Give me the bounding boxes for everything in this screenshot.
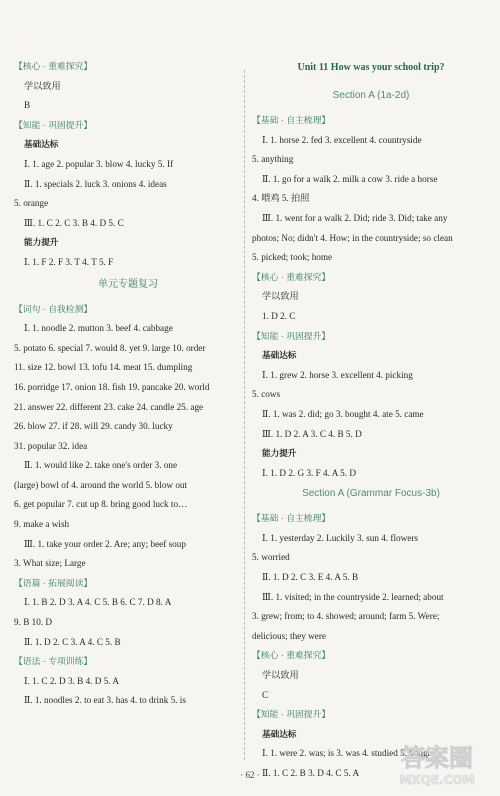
left-line-23: 9. make a wish (14, 519, 70, 530)
left-column (14, 60, 242, 714)
right-line-33: 基础达标 (262, 728, 297, 739)
right-line-28: delicious; they were (252, 630, 326, 641)
left-line-8: Ⅲ. 1. C 2. C 3. B 4. D 5. C (24, 217, 124, 228)
column-divider (244, 70, 245, 760)
left-line-16: 16. porridge 17. onion 18. fish 19. pancake 20. world (14, 381, 210, 392)
right-line-6: 4. 喂鸡 5. 拍照 (252, 193, 310, 204)
left-line-21: (large) bowl of 4. around the world 5. blow out (14, 479, 188, 490)
left-line-17: 21. answer 22. different 23. cake 24. candle 25. age (14, 401, 204, 412)
right-line-30: 学以致用 (262, 670, 299, 681)
left-line-20: Ⅱ. 1. would like 2. take one's order 3. one (24, 460, 178, 471)
left-line-26: 【语篇 · 拓展阅读】 (14, 577, 93, 588)
left-line-25: 3. What size; Large (14, 558, 86, 569)
left-line-28: 9. B 10. D (14, 617, 53, 628)
right-line-14: 基础达标 (262, 350, 297, 361)
right-line-15: Ⅰ. 1. grew 2. horse 3. excellent 4. picking (262, 369, 413, 380)
left-line-32: Ⅱ. 1. noodles 2. to eat 3. has 4. to drink 5. is (24, 695, 186, 706)
right-line-29: 【核心 · 重难探究】 (252, 650, 331, 661)
right-line-0: Unit 11 How was your school trip? (297, 62, 445, 73)
right-line-12: 1. D 2. C (262, 310, 296, 321)
right-line-10: 【核心 · 重难探究】 (252, 271, 331, 282)
right-column (252, 60, 490, 787)
right-line-5: Ⅱ. 1. go for a walk 2. milk a cow 3. ride a horse (262, 173, 438, 184)
watermark-subtext: MXQE.COM (399, 773, 475, 787)
page-number: · 62 · (240, 770, 260, 780)
right-line-34: Ⅰ. 1. were 2. was; is 3. was 4. studied 5. bought (262, 748, 435, 759)
right-line-18: Ⅲ. 1. D 2. A 3. C 4. B 5. D (262, 428, 362, 439)
left-line-14: 5. potato 6. special 7. would 8. yet 9. large 10. order (14, 342, 206, 353)
left-line-9: 能力提升 (24, 237, 59, 248)
right-line-9: 5. picked; took; home (252, 252, 333, 263)
left-line-27: Ⅰ. 1. B 2. D 3. A 4. C 5. B 6. C 7. D 8. A (24, 597, 172, 608)
left-line-30: 【语法 · 专项训练】 (14, 656, 93, 667)
left-line-7: 5. orange (14, 198, 49, 209)
right-line-27: 3. grew; from; to 4. showed; around; farm 5. Were; (252, 611, 440, 622)
left-line-24: Ⅲ. 1. take your order 2. Are; any; beef soup (24, 538, 186, 549)
right-line-22: 【基础 · 自主梳理】 (252, 513, 331, 524)
right-line-23: Ⅰ. 1. yesterday 2. Luckily 3. sun 4. flowers (262, 532, 418, 543)
left-line-31: Ⅰ. 1. C 2. D 3. B 4. D 5. A (24, 675, 120, 686)
right-line-31: C (262, 689, 269, 700)
left-line-4: 基础达标 (24, 139, 59, 150)
right-line-24: 5. worried (252, 552, 290, 563)
right-line-4: 5. anything (252, 154, 294, 165)
left-line-6: Ⅱ. 1. specials 2. luck 3. onions 4. ideas (24, 178, 167, 189)
right-line-8: photos; No; didn't 4. How; in the countryside; so clean (252, 232, 453, 243)
right-line-3: Ⅰ. 1. horse 2. fed 3. excellent 4. countryside (262, 134, 422, 145)
left-line-1: 学以致用 (24, 80, 61, 91)
left-line-12: 【词句 · 自我检测】 (14, 303, 93, 314)
right-line-35: Ⅱ. 1. C 2. B 3. D 4. C 5. A (262, 768, 360, 778)
left-line-15: 11. size 12. bowl 13. tofu 14. meat 15. dumpling (14, 362, 193, 373)
right-line-26: Ⅲ. 1. visited; in the countryside 2. learned; about (262, 591, 444, 602)
right-line-21: Section A (Grammar Focus-3b) (302, 488, 440, 500)
left-line-29: Ⅱ. 1. D 2. C 3. A 4. C 5. B (24, 636, 121, 647)
left-line-22: 6. get popular 7. cut up 8. bring good luck to… (14, 499, 188, 510)
left-line-18: 26. blow 27. if 28. will 29. candy 30. lucky (14, 421, 173, 432)
watermark-logo (378, 736, 496, 790)
left-line-13: Ⅰ. 1. noodle 2. mutton 3. beef 4. cabbage (24, 323, 173, 334)
right-line-13: 【知能 · 巩固提升】 (252, 330, 331, 341)
right-line-25: Ⅱ. 1. D 2. C 3. E 4. A 5. B (262, 572, 359, 583)
left-line-10: Ⅰ. 1. F 2. F 3. T 4. T 5. F (24, 256, 114, 267)
right-line-11: 学以致用 (262, 291, 299, 302)
right-line-32: 【知能 · 巩固提升】 (252, 709, 331, 720)
right-line-2: 【基础 · 自主梳理】 (252, 115, 331, 125)
right-line-1: Section A (1a-2d) (332, 90, 410, 101)
left-line-0: 【核心 · 重难探究】 (14, 61, 93, 71)
left-line-2: B (24, 100, 31, 111)
left-line-19: 31. popular 32. idea (14, 440, 88, 451)
left-line-5: Ⅰ. 1. age 2. popular 3. blow 4. lucky 5. If (24, 158, 174, 169)
right-line-17: Ⅱ. 1. was 2. did; go 3. bought 4. ate 5. came (262, 408, 424, 419)
watermark-text: 答案圈 (401, 744, 473, 772)
left-line-11: 单元专题复习 (98, 278, 158, 290)
right-line-19: 能力提升 (262, 448, 297, 459)
right-line-20: Ⅰ. 1. D 2. G 3. F 4. A 5. D (262, 467, 356, 478)
left-line-3: 【知能 · 巩固提升】 (14, 119, 93, 130)
right-line-7: Ⅲ. 1. went for a walk 2. Did; ride 3. Did; take any (262, 212, 448, 223)
right-line-16: 5. cows (252, 389, 281, 400)
